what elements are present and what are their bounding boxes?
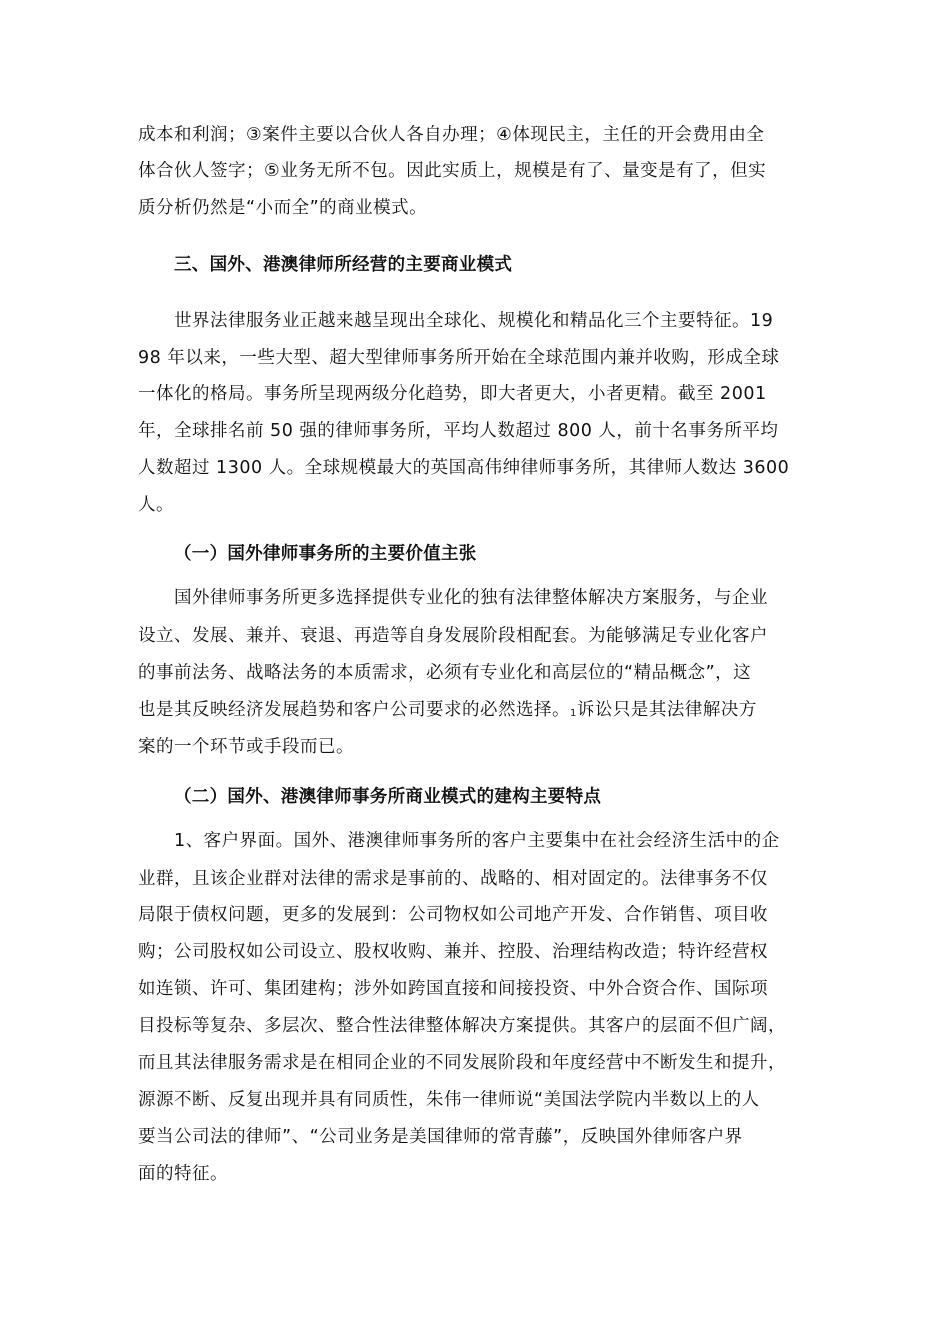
paragraph-line: 体合伙人签字；⑤业务无所不包。因此实质上，规模是有了、量变是有了，但实: [138, 161, 767, 181]
paragraph-line: 局限于债权问题，更多的发展到：公司物权如公司地产开发、合作销售、项目收: [138, 905, 768, 925]
paragraph-line: 业群，且该企业群对法律的需求是事前的、战略的、相对固定的。法律事务不仅: [138, 869, 768, 889]
footnote-ref[interactable]: 1: [570, 708, 577, 719]
paragraph-line: 质分析仍然是“小而全”的商业模式。: [138, 198, 428, 218]
paragraph-line: 国外律师事务所更多选择提供专业化的独有法律整体解决方案服务，与企业: [174, 588, 768, 608]
paragraph-line: 1、客户界面。国外、港澳律师事务所的客户主要集中在社会经济生活中的企: [174, 831, 780, 851]
paragraph-line: 人。: [138, 495, 174, 515]
subsection-heading: （二）国外、港澳律师事务所商业模式的建构主要特点: [174, 787, 602, 807]
paragraph-line: 购；公司股权如公司设立、股权收购、兼并、控股、治理结构改造；特许经营权: [138, 942, 768, 962]
paragraph-line: 年，全球排名前 50 强的律师事务所，平均人数超过 800 人，前十名事务所平均: [138, 421, 779, 441]
paragraph-line: 目投标等复杂、多层次、整合性法律整体解决方案提供。其客户的层面不但广阔，: [138, 1016, 786, 1036]
paragraph-line: 成本和利润；③案件主要以合伙人各自办理；④体现民主，主任的开会费用由全: [138, 125, 765, 145]
paragraph-line: 而且其法律服务需求是在相同企业的不同发展阶段和年度经营中不断发生和提升，: [138, 1053, 786, 1073]
paragraph-line: 设立、发展、兼并、衰退、再造等自身发展阶段相配套。为能够满足专业化客户: [138, 626, 768, 646]
paragraph-line: [138, 698, 757, 725]
paragraph-line: 人数超过 1300 人。全球规模最大的英国高伟绅律师事务所，其律师人数达 3600: [138, 458, 790, 478]
paragraph-line: 要当公司法的律师”、“公司业务是美国律师的常青藤”，反映国外律师客户界: [138, 1127, 743, 1147]
paragraph-text: 也是其反映经济发展趋势和客户公司要求的必然选择。: [138, 700, 570, 720]
paragraph-line: 一体化的格局。事务所呈现两级分化趋势，即大者更大，小者更精。截至 2001: [138, 384, 767, 404]
paragraph-line: 世界法律服务业正越来越呈现出全球化、规模化和精品化三个主要特征。19: [174, 311, 774, 331]
paragraph-line: 源源不断、反复出现并具有同质性，朱伟一律师说“美国法学院内半数以上的人: [138, 1090, 760, 1110]
paragraph-line: 案的一个环节或手段而已。: [138, 737, 354, 757]
subsection-heading: （一）国外律师事务所的主要价值主张: [174, 544, 477, 564]
paragraph-line: 如连锁、许可、集团建构；涉外如跨国直接和间接投资、中外合资合作、国际项: [138, 979, 768, 999]
paragraph-line: 的事前法务、战略法务的本质需求，必须有专业化和高层位的“精品概念”，这: [138, 663, 752, 683]
paragraph-line: 98 年以来，一些大型、超大型律师事务所开始在全球范围内兼并收购，形成全球: [138, 348, 780, 368]
paragraph-line: 面的特征。: [138, 1164, 228, 1184]
section-heading: 三、国外、港澳律师所经营的主要商业模式: [174, 255, 513, 275]
paragraph-text: 诉讼只是其法律解决方: [576, 700, 757, 720]
